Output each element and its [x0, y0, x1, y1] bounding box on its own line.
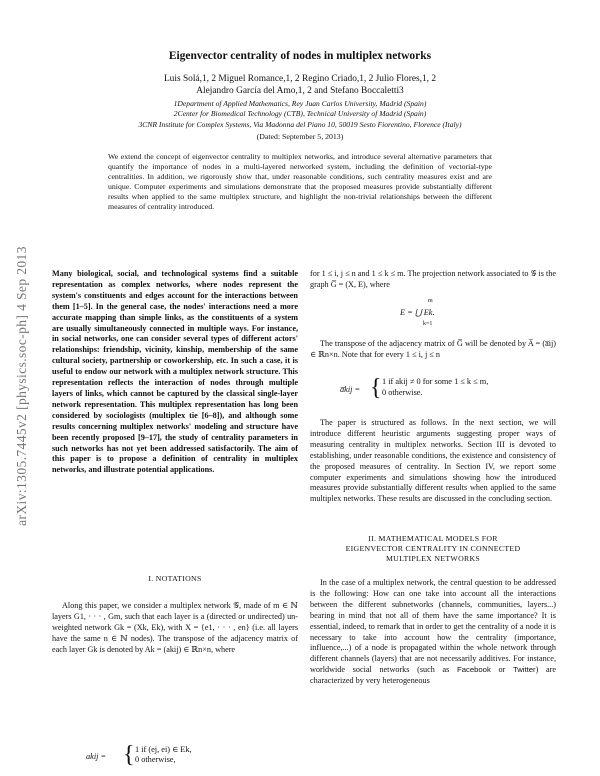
paper-title: Eigenvector centrality of nodes in multiplex networks [168, 50, 432, 62]
intro-paragraph: Many biological, social, and technological systems find a suitable representation as complex networks, where nodes represent the system's constituents and edges account for the interactions between them [1–5]. In the general case, the nodes' interactions need a more accurate mapping than simple links, as the constituents of a system are usually simultaneously connected in multiple ways. For instance, in social networks, one can consider several types of different actors' relationships: friendship, vicinity, kinship, membership of the same cultural society, partnership or coworkership, etc. In such a case, it is useful to endow our network with a multiplex network structure. This representation reflects the interaction of nodes through multiple layers of links, which cannot be captured by the classical single-layer network representation. This multiplex representation has long been considered by sociologists (multiplex tie [6–8]), and although some results concerning multiplex networks' modeling and structure have been recently proposed [9–17], the study of centrality parameters in such networks has not yet been addressed satisfactorily. The aim of this paper is to propose a definition of centrality in multiplex networks, and illustrate potential applications. [52, 269, 298, 475]
models-paragraph [310, 578, 556, 687]
equation-lhs: a̅kij = [340, 385, 361, 394]
models-text: In the case of a multiplex network, the central question to be addressed is the following: How can one take into account all the interactions between the different subnetworks (channels, communities, layers...) bearing in mind that not all of them have the same importance? It is essential, indeed, to remark that in order to get the centrality of a node it is necessary to take into account how the centrality (importance, influence,...) of a node is propagated within the whole network through different channels (layers) that are not necessarily additives. For instance, worldwide social networks (such as [310, 578, 556, 675]
section-heading-notations: I. NOTATIONS [148, 574, 202, 583]
union-lower-limit: k=1 [423, 321, 433, 327]
twitter-term: Twitter [512, 665, 536, 675]
authors-line-1: Luis Solá,1, 2 Miguel Romance,1, 2 Regino Criado,1, 2 Julio Flores,1, 2 [163, 74, 437, 84]
equation-case-1: 1 if (ej, ei) ∈ Ek, [135, 745, 192, 754]
author-list [80, 73, 520, 97]
union-upper-limit: m [428, 298, 433, 304]
affiliation-2: 2Center for Biomedical Technology (CTB), Technical University of Madrid (Spain) [173, 109, 427, 119]
equation-brace: { [370, 375, 382, 401]
section-heading-line-3: MULTIPLEX NETWORKS [385, 554, 481, 563]
authors-line-2: Alejandro García del Amo,1, 2 and Stefano Boccaletti3 [196, 86, 404, 96]
or-text: or [490, 665, 513, 675]
union-equation [400, 298, 490, 338]
affiliation-3: 3CNR Institute for Complex Systems, Via Madonna del Piano 10, 50019 Sesto Fiorentino, Florence (Italy) [138, 119, 462, 129]
abstract: We extend the concept of eigenvector centrality to multiplex networks, and introduce several alternative parameters that quantify the importance of nodes in a multi-layered networked system, including the definition of vectorial-type centralities. In addition, we rigorously show that, under reasonable conditions, such centrality measures exist and are unique. Computer experiments and simulations demonstrate that the proposed measures provide substantially different results when applied to the same multiplex structure, and highlight the non-trivial relationships between the different measures of centrality introduced. [108, 152, 492, 211]
adjacency-equation [86, 744, 286, 774]
transpose-paragraph: The transpose of the adjacency matrix of G̅ will be denoted by A̅ = (a̅ij) ∈ ℝn×n. Note that for every 1 ≤ i, j ≤ n [310, 339, 556, 359]
equation-case-2: 0 otherwise, [135, 755, 176, 764]
affiliation-1: 1Department of Applied Mathematics, Rey Juan Carlos University, Madrid (Spain) [173, 99, 427, 108]
union-expression: E = ⋃ Ek. [400, 308, 435, 317]
projection-adjacency-equation [340, 377, 560, 405]
dated-line: (Dated: September 5, 2013) [256, 132, 344, 141]
affiliations [60, 99, 540, 130]
section-heading-line-2: EIGENVECTOR CENTRALITY IN CONNECTED [345, 544, 521, 553]
structure-paragraph: The paper is structured as follows. In the next section, we will introduce different heuristic arguments suggesting proper ways of measuring centrality in multiplex networks. Section III is devoted to establishing, under reasonable conditions, the existence and consistency of the proposed measures of centrality. In Section IV, we report some computer experiments and simulations showing how the introduced measures provide substantially different results when applied to the same multiplex networks. These results are discussed in the concluding section. [310, 418, 556, 504]
equation-lhs: akij = [86, 752, 107, 761]
arxiv-stamp: arXiv:1305.7445v2 [physics.soc-ph] 4 Sep 2013 [14, 246, 29, 526]
equation-case-2: 0 otherwise. [382, 388, 423, 397]
equation-case-1: 1 if akij ≠ 0 for some 1 ≤ k ≤ m, [382, 377, 489, 386]
section-heading-line-1: II. MATHEMATICAL MODELS FOR [368, 534, 498, 543]
equation-brace: { [123, 742, 135, 768]
facebook-term: Facebook [457, 665, 491, 675]
section-heading-models [310, 534, 556, 564]
models-text-end: ) are characterized by very heterogeneous [310, 665, 556, 686]
notations-paragraph: Along this paper, we consider a multiplex network 𝒢, made of m ∈ ℕ layers G1, · · · , Gm, such that each layer is a (directed or undirected) un-weighted network Gk = (Xk, Ek), with X = {e1, · · · , en} (i.e. all layers have the same n ∈ ℕ nodes). The transpose of the adjacency matrix of each layer Gk is denoted by Ak = (akij) ∈ ℝn×n, where [52, 601, 298, 654]
projection-paragraph: for 1 ≤ i, j ≤ n and 1 ≤ k ≤ m. The projection network associated to 𝒢 is the graph G̅ = (X, E), where [310, 269, 556, 289]
